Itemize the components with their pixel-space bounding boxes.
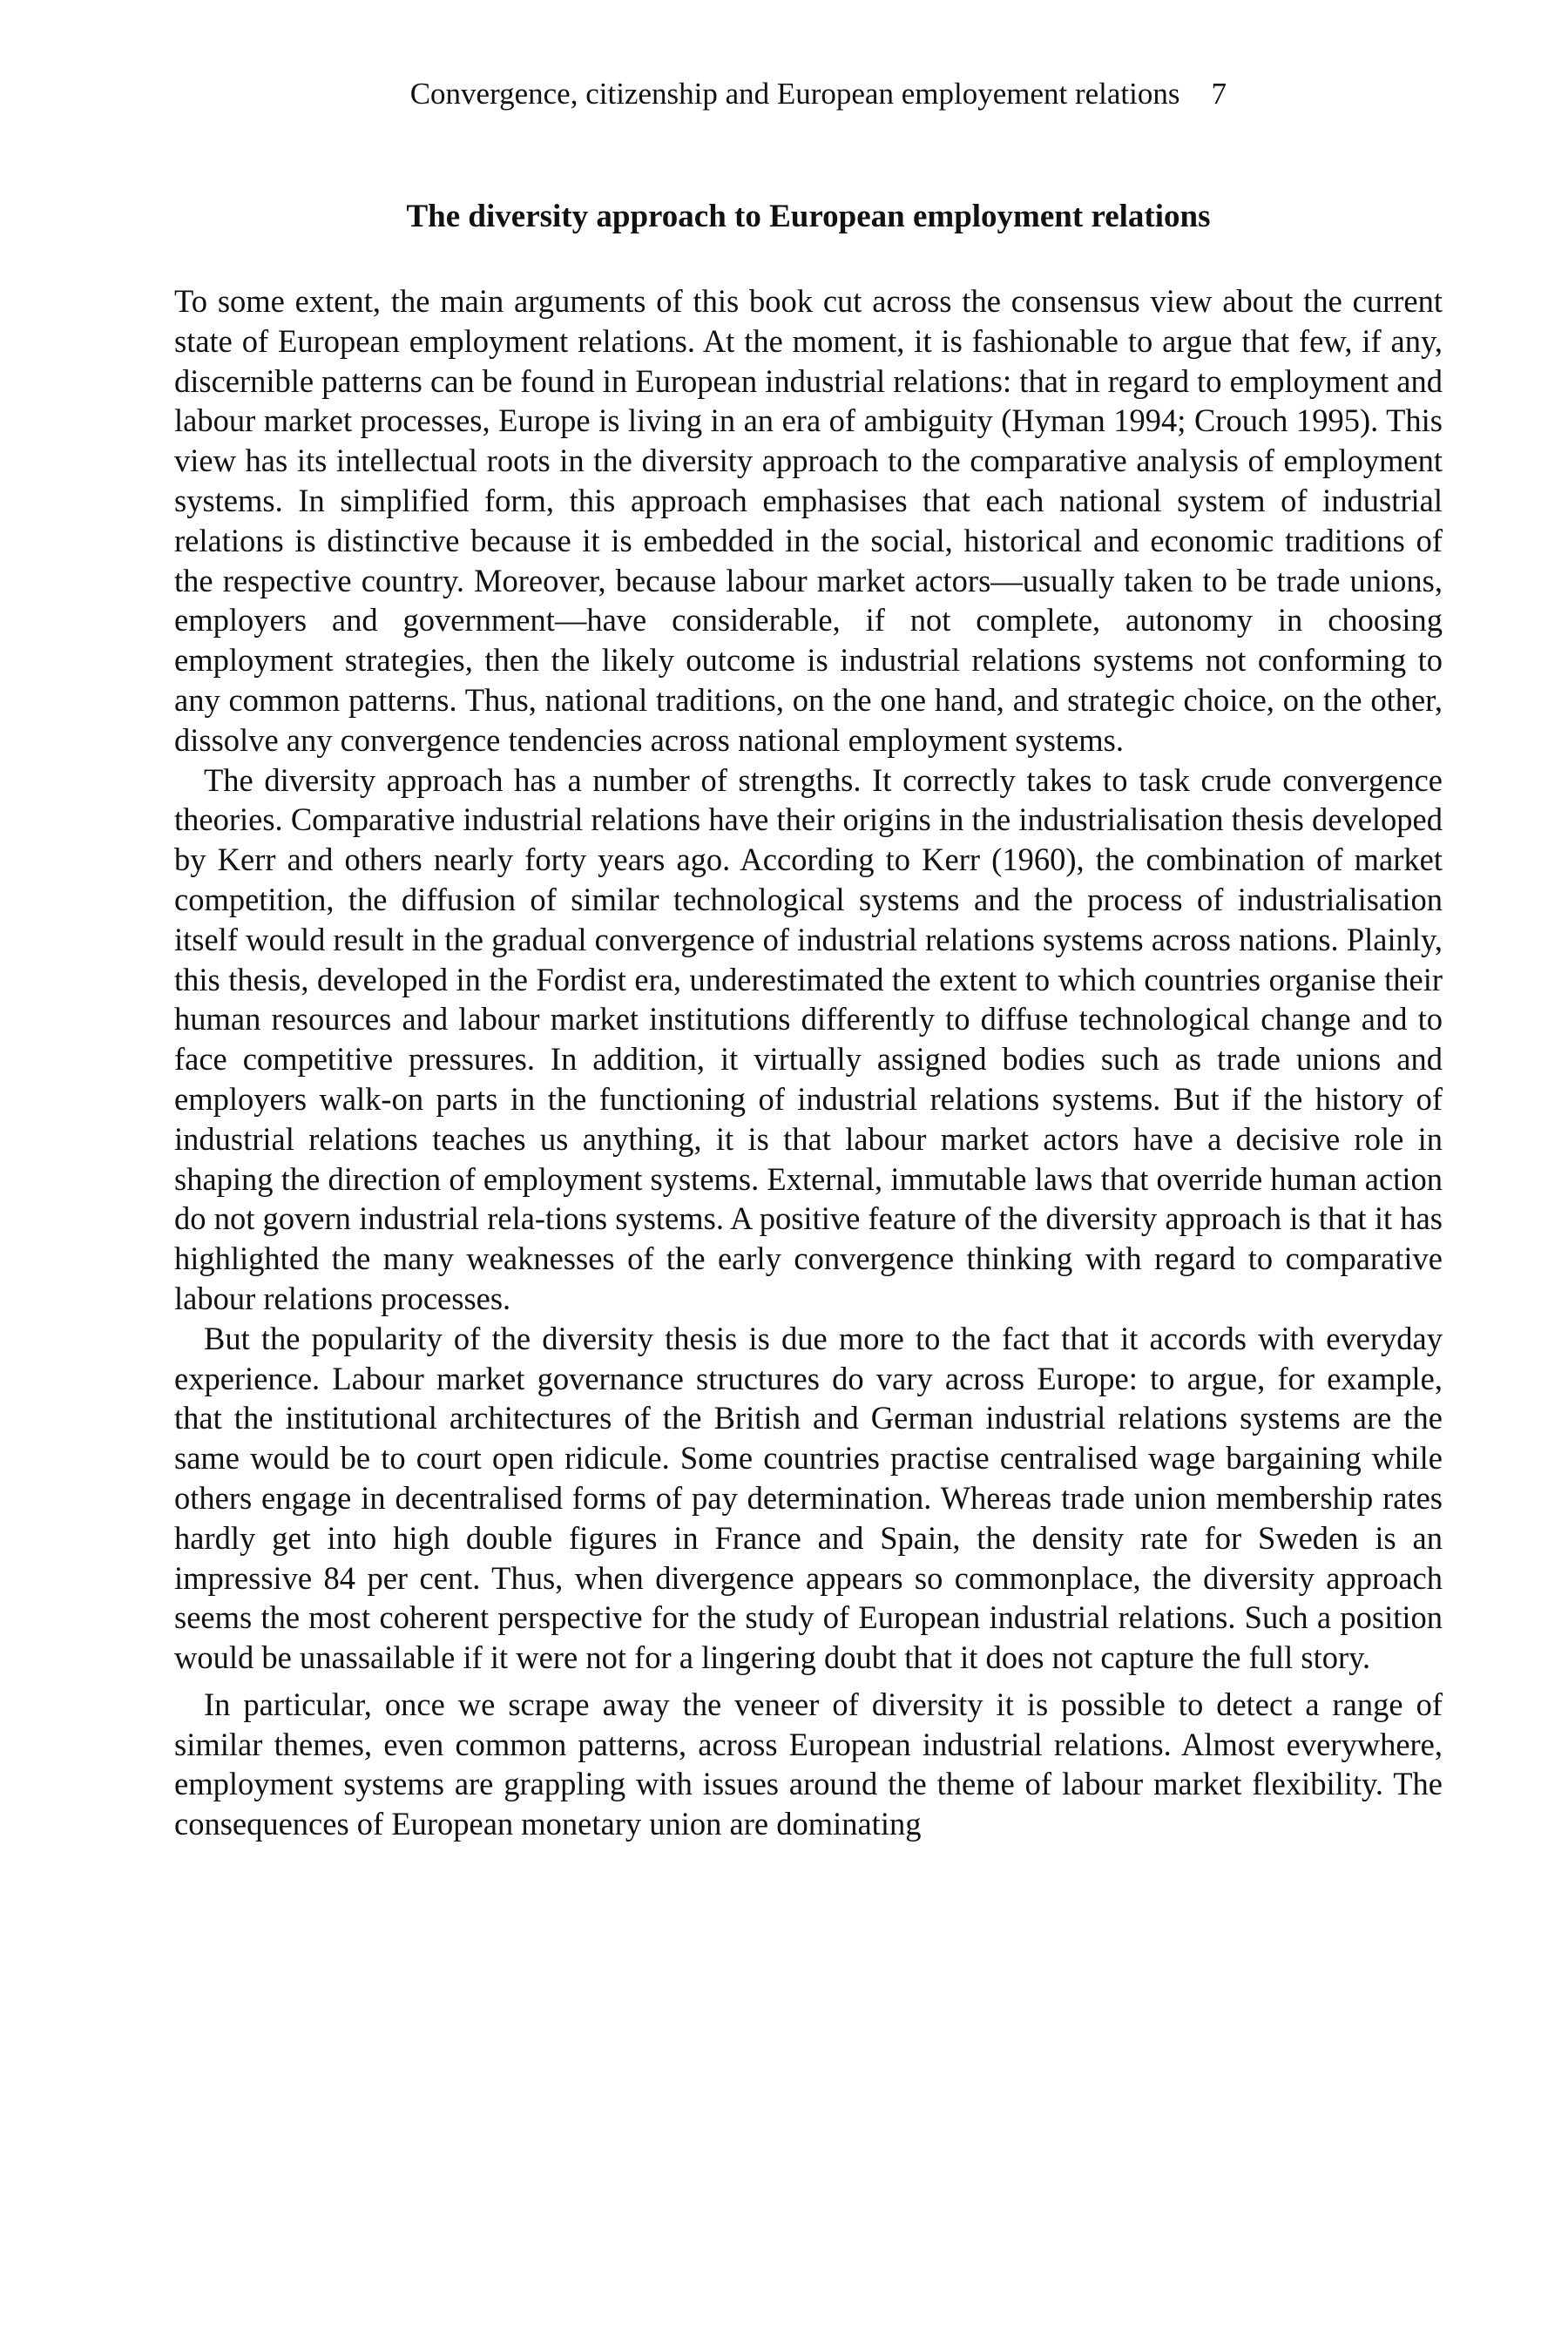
paragraph: But the popularity of the diversity thesis is due more to the fact that it accords with everyday experience. Labour market governance structures do vary across Europe: to argue, for example, that the institutional architectures of the British and German industrial relations systems are the same would be to court open ridicule. Some countries practise centralised wage bargaining while others engage in decentralised forms of pay determination. Whereas trade union membership rates hardly get into high double figures in France and Spain, the density rate for Sweden is an impressive 84 per cent. Thus, when divergence appears so commonplace, the diversity approach seems the most coherent perspective for the study of European industrial relations. Such a position would be unassailable if it were not for a lingering doubt that it does not capture the full story. — [174, 1320, 1443, 1676]
paragraph: To some extent, the main arguments of this book cut across the consensus view about the current state of European employment relations. At the moment, it is fashionable to argue that few, if any, discernible patterns can be found in European industrial relations: that in regard to employment and labour market processes, Europe is living in an era of ambiguity (Hyman 1994; Crouch 1995). This view has its intellectual roots in the diversity approach to the comparative analysis of employment systems. In simplified form, this approach emphasises that each national system of industrial relations is distinctive because it is embedded in the social, historical and economic traditions of the respective country. Moreover, because labour market actors—usually taken to be trade unions, employers and government—have considerable, if not complete, autonomy in choosing employment strategies, then the likely outcome is industrial relations systems not conforming to any common patterns. Thus, national traditions, on the one hand, and strategic choice, on the other, dissolve any convergence tendencies across national employment systems. — [174, 283, 1443, 758]
paragraph: The diversity approach has a number of strengths. It correctly takes to task crude convergence theories. Comparative industrial relations have their origins in the industrialisation thesis developed by Kerr and others nearly forty years ago. According to Kerr (1960), the combination of market competition, the diffusion of similar technological systems and the process of industrialisation itself would result in the gradual convergence of industrial relations systems across nations. Plainly, this thesis, developed in the Fordist era, underestimated the extent to which countries organise their human resources and labour market institutions differently to diffuse technological change and to face competitive pressures. In addition, it virtually assigned bodies such as trade unions and employers walk-on parts in the functioning of industrial relations systems. But if the history of industrial relations teaches us anything, it is that labour market actors have a decisive role in shaping the direction of employment systems. External, immutable laws that override human action do not govern industrial rela-tions systems. A positive feature of the diversity approach is that it has highlighted the many weaknesses of the early convergence thinking with regard to comparative labour relations processes. — [174, 761, 1443, 1316]
page-number: 7 — [1211, 77, 1227, 111]
running-title: Convergence, citizenship and European employement relations — [409, 77, 1180, 111]
section-heading: The diversity approach to European employment relations — [406, 199, 1211, 234]
paragraph: In particular, once we scrape away the veneer of diversity it is possible to detect a range of similar themes, even common patterns, across European industrial relations. Almost everywhere, employment systems are grappling with issues around the theme of labour market flexibility. The consequences of European monetary union are dominating — [174, 1686, 1443, 1842]
body-text — [174, 281, 1443, 1844]
running-header — [174, 75, 1227, 113]
